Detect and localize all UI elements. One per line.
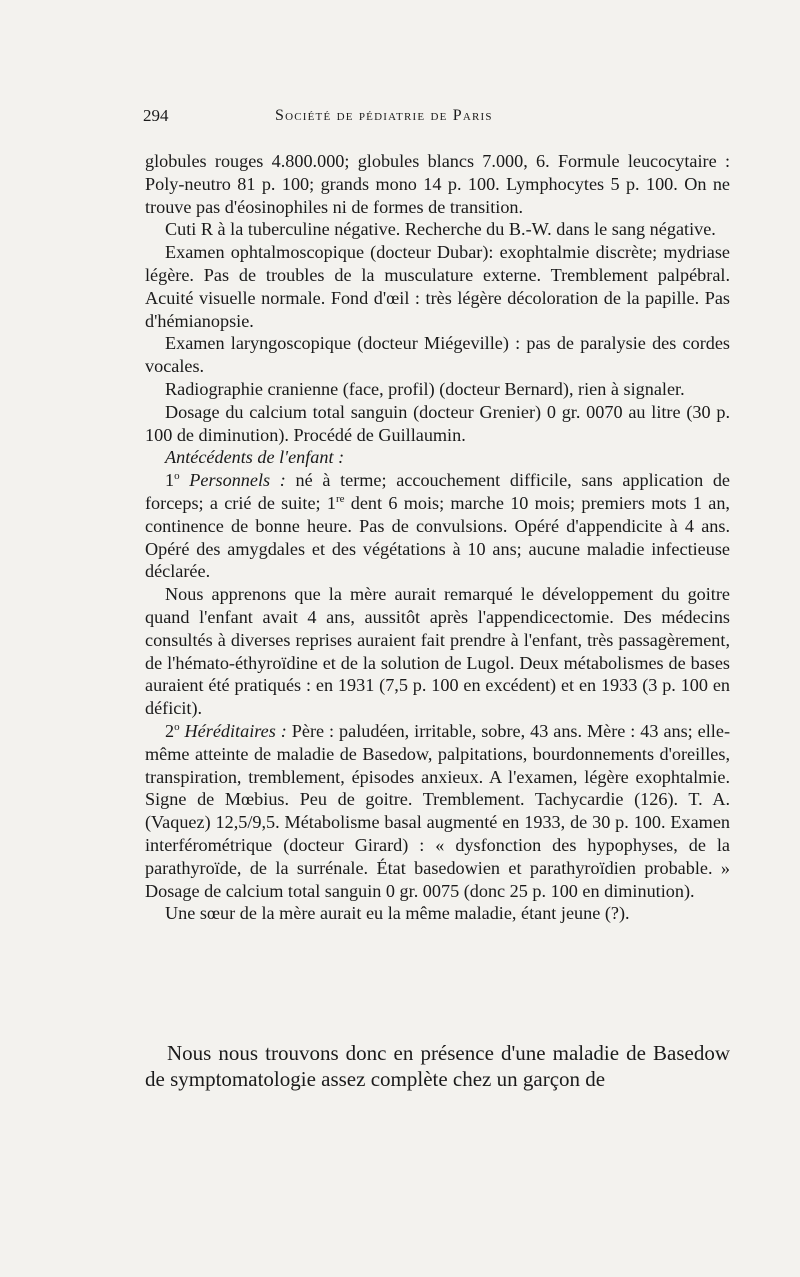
page-header: [143, 106, 733, 130]
item-number: 1: [165, 470, 175, 491]
section-heading-antecedents: [145, 446, 730, 469]
degree-mark: o: [174, 720, 180, 733]
body-text: [145, 150, 730, 925]
item-number: 2: [165, 720, 175, 741]
paragraph-laryngoscopic-exam: Examen laryngoscopique (docteur Miégeville) : pas de paralysie des cordes vocales.: [145, 333, 730, 377]
antecedents-heading-text: Antécédents de l'enfant :: [165, 447, 345, 468]
running-head: Société de pédiatrie de Paris: [275, 107, 493, 124]
ordinal-suffix: re: [335, 492, 345, 505]
paragraph-hereditary-history: [145, 720, 730, 902]
paragraph-conclusion: Nous nous trouvons donc en présence d'une maladie de Basedow de symptomatologie assez complète chez un garçon de: [145, 1041, 730, 1091]
paragraph-radiography: Radiographie cranienne (face, profil) (docteur Bernard), rien à signaler.: [165, 378, 685, 399]
paragraph-calcium-dosage: Dosage du calcium total sanguin (docteur Grenier) 0 gr. 0070 au litre (30 p. 100 de diminution). Procédé de Guillaumin.: [145, 401, 730, 445]
personal-text-b: dent 6 mois; marche 10 mois; premiers mots 1 an, continence de bonne heure. Pas de convulsions. Opéré d'appendicite à 4 ans. Opéré des amygdales et des végétations à 10 ans; aucune maladie infectieuse déclarée.: [145, 492, 730, 582]
page-number: 294: [143, 106, 169, 125]
paragraph-goitre-history: Nous apprenons que la mère aurait remarqué le développement du goitre quand l'enfant avait 4 ans, aussitôt après l'appendicectomie. Des médecins consultés à diverses reprises auraient fait prendre à l'enfant, très passagèrement, de l'hémato-éthyroïdine et de la solution de Lugol. Deux métabolismes de bases auraient été pratiqués : en 1931 (7,5 p. 100 en excédent) et en 1933 (3 p. 100 en déficit).: [145, 584, 730, 719]
conclusion-block: [145, 1040, 730, 1092]
paragraph-sister: Une sœur de la mère aurait eu la même maladie, étant jeune (?).: [165, 903, 630, 924]
personal-label: Personnels :: [189, 470, 286, 491]
degree-mark: o: [174, 470, 180, 483]
paragraph-ophthalmoscopic-exam: Examen ophtalmoscopique (docteur Dubar): exophtalmie discrète; mydriase légère. Pas de troubles de la musculature externe. Tremblement palpébral. Acuité visuelle normale. Fond d'œil : très légère décoloration de la papille. Pas d'hémianopsie.: [145, 242, 730, 331]
paragraph-cuti: Cuti R à la tuberculine négative. Recherche du B.-W. dans le sang négative.: [165, 219, 716, 240]
hereditary-label: Héréditaires :: [184, 720, 287, 741]
paragraph-personal-history: [145, 469, 730, 583]
hereditary-text: Père : paludéen, irritable, sobre, 43 ans. Mère : 43 ans; elle-même atteinte de maladie de Basedow, palpitations, bourdonnements d'oreilles, transpiration, tremblement, épisodes anxieux. A l'examen, légère exophtalmie. Signe de Mœbius. Peu de goitre. Tremblement. Tachycardie (126). T. A. (Vaquez) 12,5/9,5. Métabolisme basal augmenté en 1933, de 30 p. 100. Examen interférométrique (docteur Girard) : « dysfonction des hypophyses, de la parathyroïde, de la surrénale. État basedowien et parathyroïdien probable. » Dosage de calcium total sanguin 0 gr. 0075 (donc 25 p. 100 en diminution).: [145, 720, 730, 901]
personal-text-a: né à terme; accouchement difficile, sans application de forceps; a crié de suite; 1: [145, 470, 731, 513]
paragraph-blood-count: globules rouges 4.800.000; globules blancs 7.000, 6. Formule leucocytaire : Poly-neutro 81 p. 100; grands mono 14 p. 100. Lymphocytes 5 p. 100. On ne trouve pas d'éosinophiles ni de formes de transition.: [145, 151, 730, 217]
